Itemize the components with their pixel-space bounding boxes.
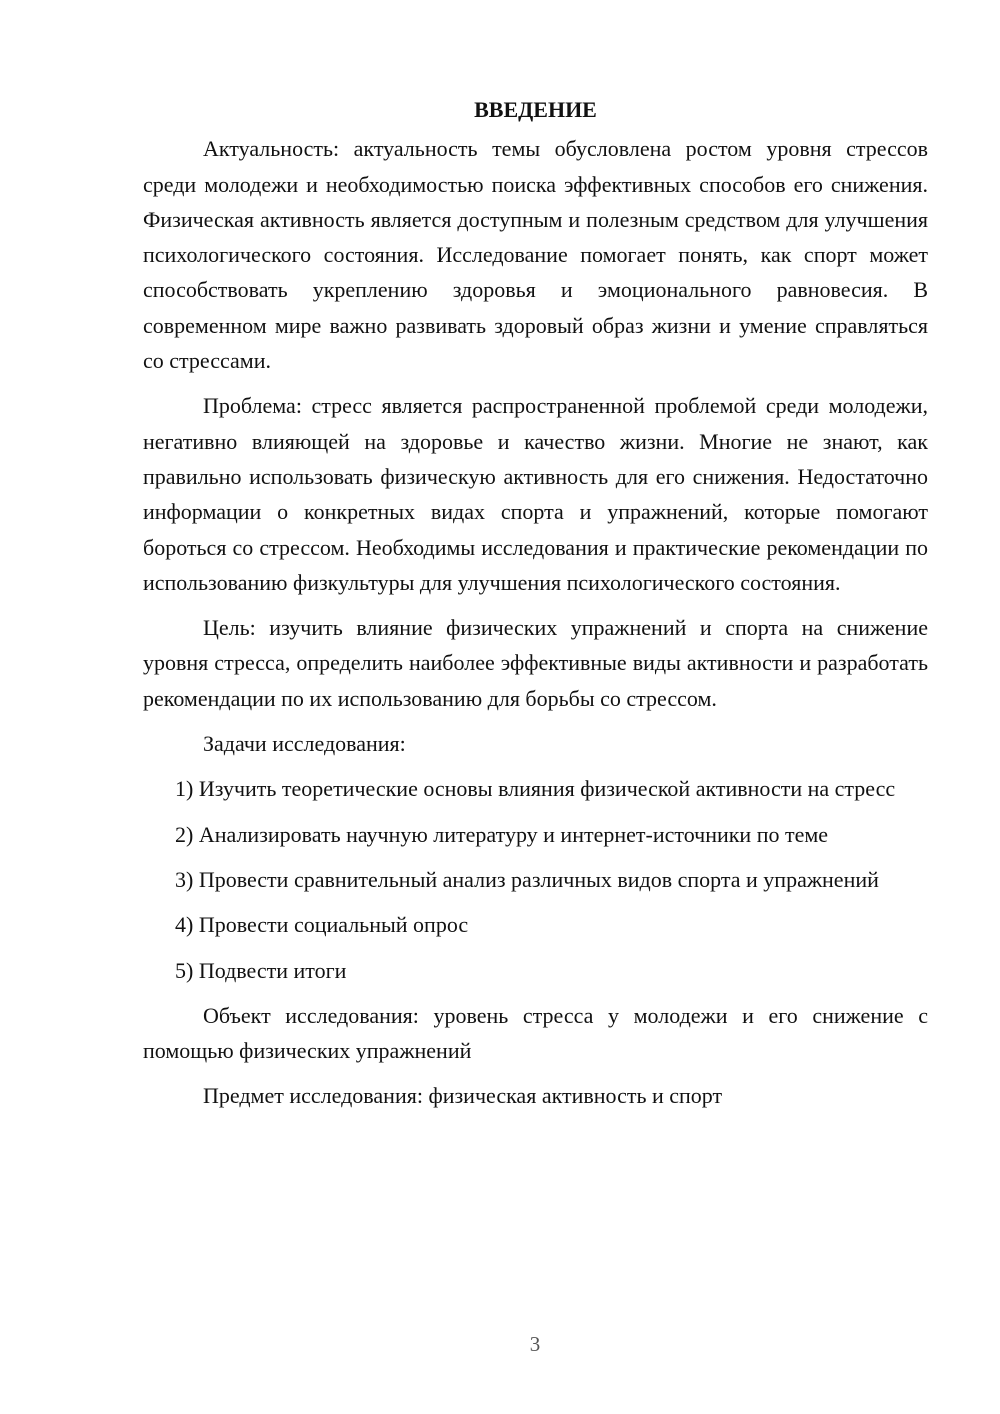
task-item: 3) Провести сравнительный анализ различных видов спорта и упражнений <box>175 866 879 892</box>
relevance-paragraph: Актуальность: актуальность темы обусловлена ростом уровня стрессов среди молодежи и необходимостью поиска эффективных способов его снижения. Физическая активность является доступным и полезным средством для улучшения психологического состояния. Исследование помогает понять, как спорт может способствовать укреплению здоровья и эмоционального равновесия. В современном мире важно развивать здоровый образ жизни и умение справляться со стрессами. <box>143 136 928 374</box>
page-number: 3 <box>529 1332 541 1356</box>
task-item: 2) Анализировать научную литературу и интернет-источники по теме <box>175 821 829 847</box>
page-content <box>143 92 928 1124</box>
section-heading: ВВЕДЕНИЕ <box>474 97 597 122</box>
task-item: 5) Подвести итоги <box>175 957 347 983</box>
subject-paragraph: Предмет исследования: физическая активность и спорт <box>203 1083 723 1109</box>
task-item: 1) Изучить теоретические основы влияния физической активности на стресс <box>175 776 896 802</box>
problem-paragraph: Проблема: стресс является распространенной проблемой среди молодежи, негативно влияющей на здоровье и качество жизни. Многие не знают, как правильно использовать физическую активность для его снижения. Недостаточно информации о конкретных видах спорта и упражнений, которые помогают бороться со стрессом. Необходимы исследования и практические рекомендации по использованию физкультуры для улучшения психологического состояния. <box>143 393 928 595</box>
goal-paragraph: Цель: изучить влияние физических упражнений и спорта на снижение уровня стресса, определить наиболее эффективные виды активности и разработать рекомендации по их использованию для борьбы со стрессом. <box>143 615 928 711</box>
tasks-heading: Задачи исследования: <box>203 731 406 757</box>
task-item: 4) Провести социальный опрос <box>175 912 469 938</box>
object-paragraph: Объект исследования: уровень стресса у молодежи и его снижение с помощью физических упражнений <box>143 1002 928 1064</box>
